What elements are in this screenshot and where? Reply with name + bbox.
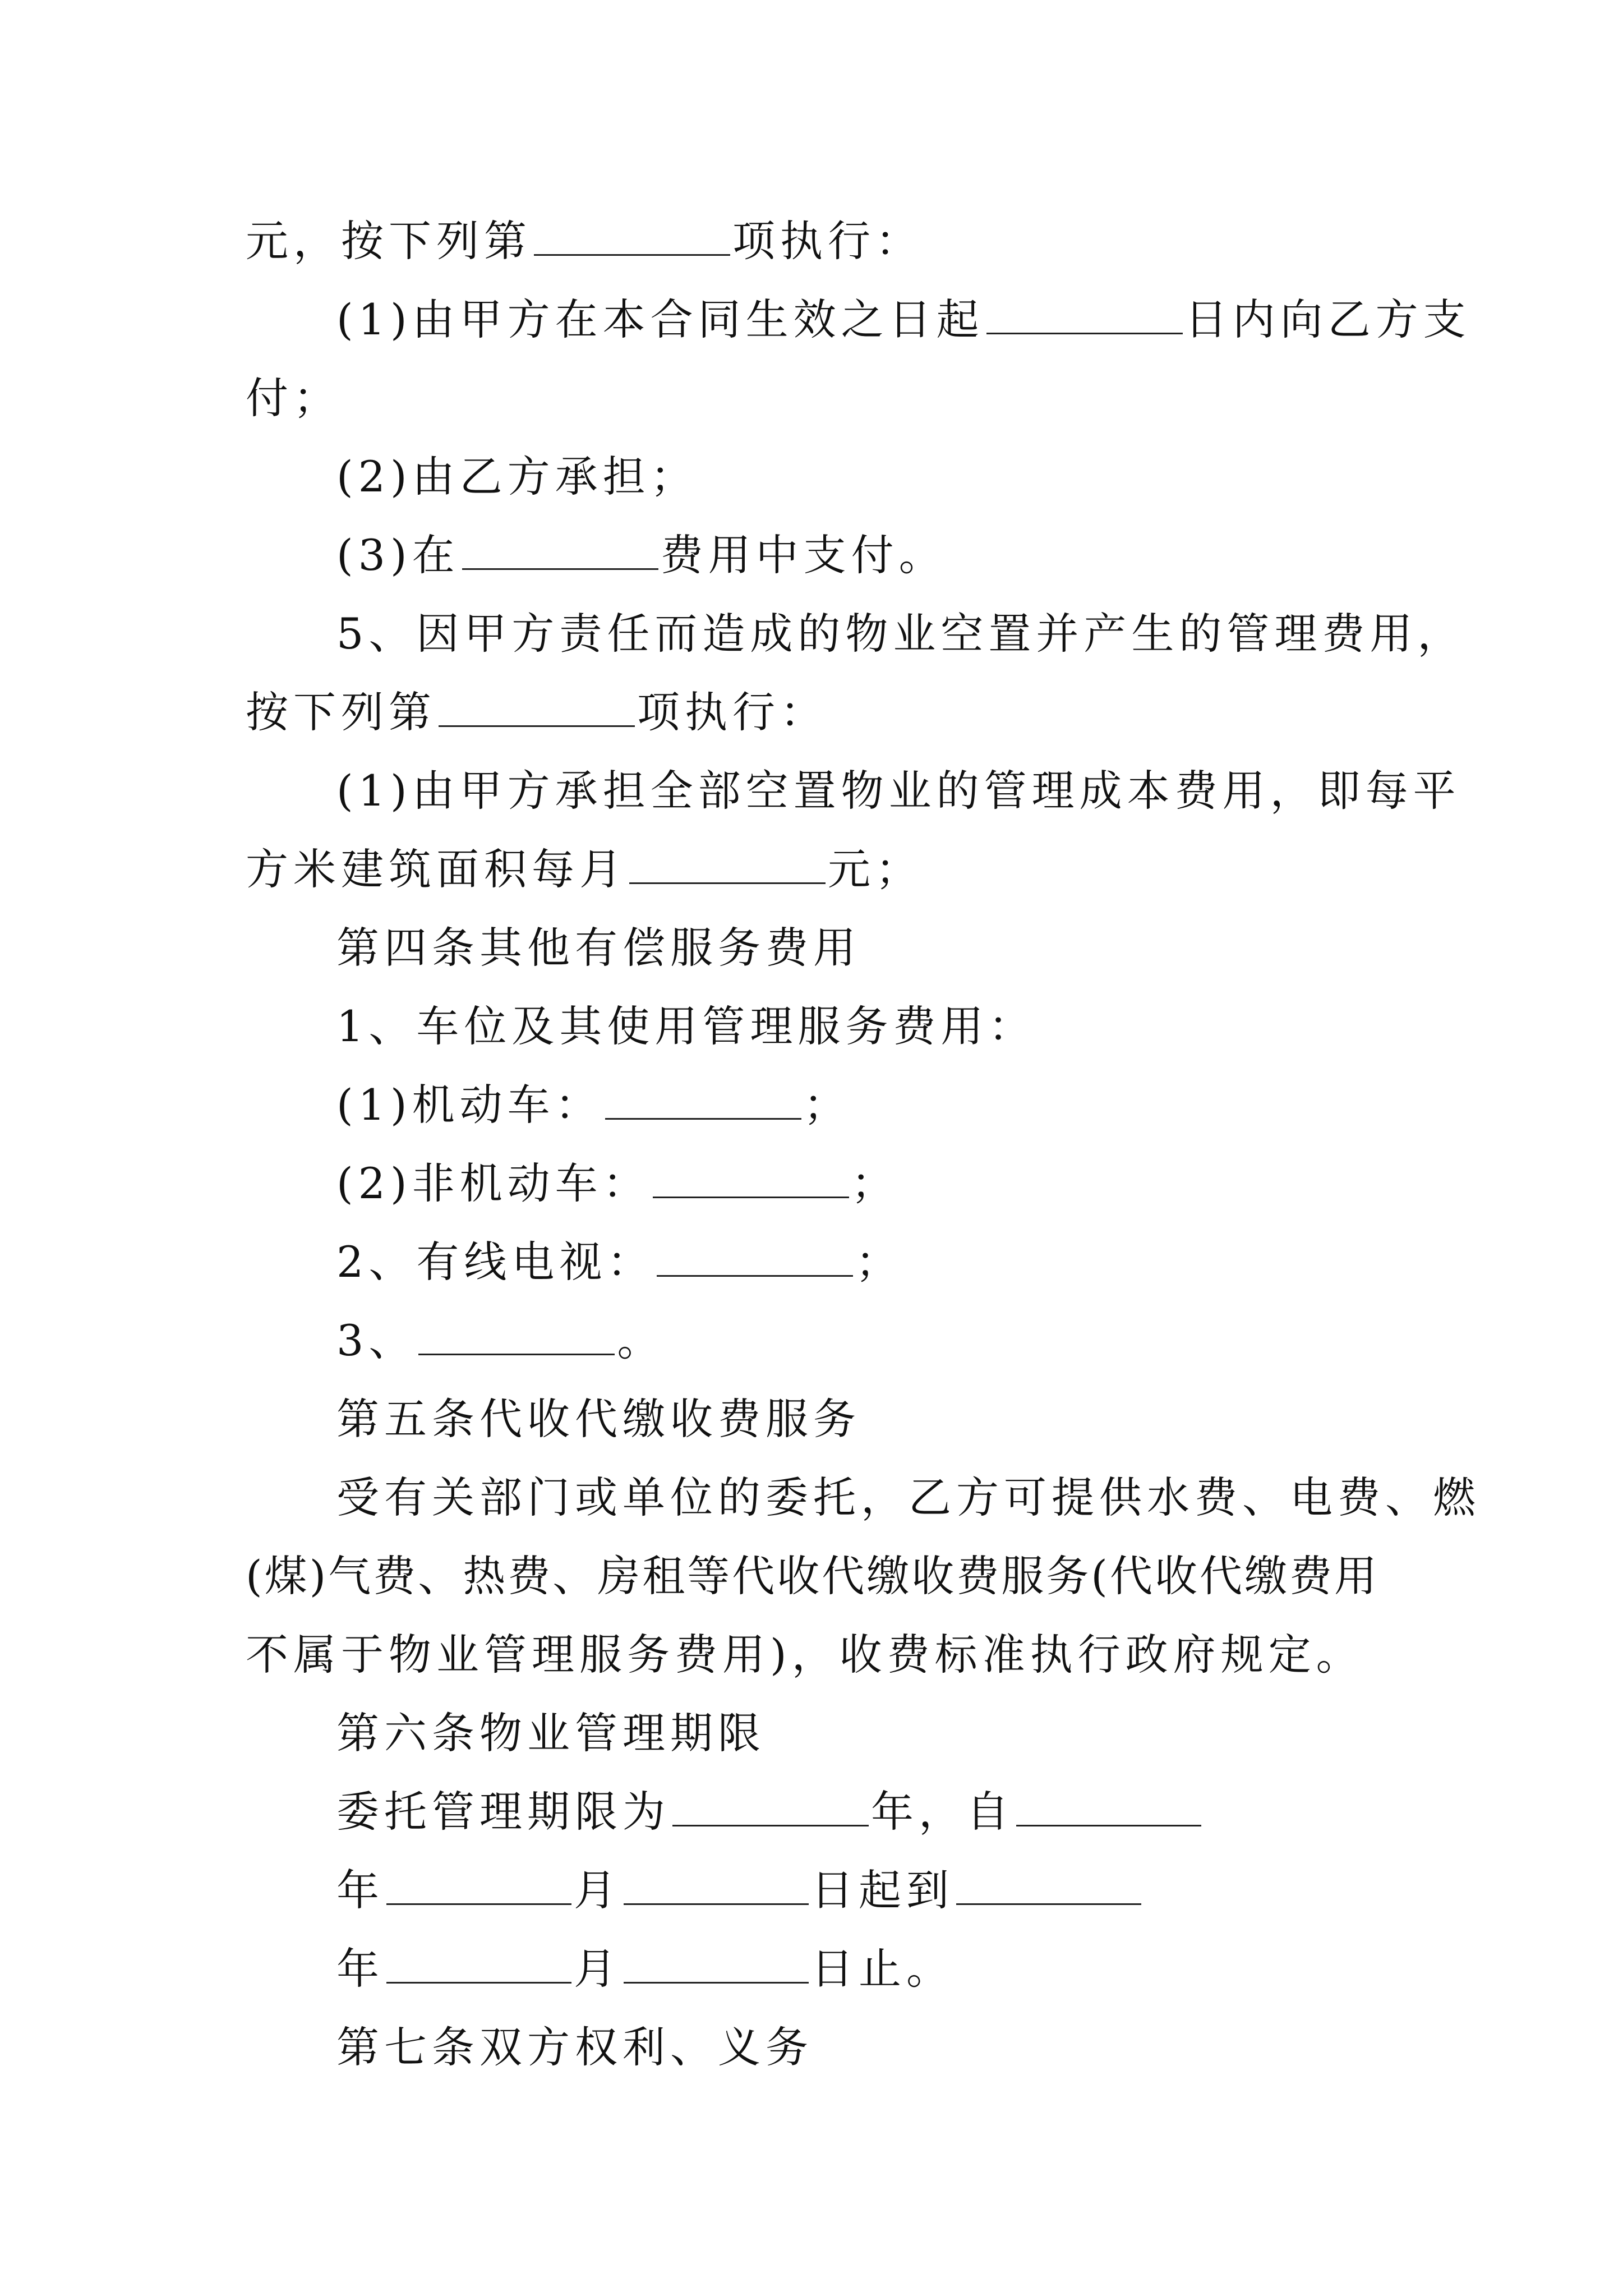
heading-text: 第六条物业管理期限 [336,1708,766,1758]
fill-in-blank [653,1157,849,1198]
text-segment: 月 [574,1944,621,1994]
text-segment: (3)在 [336,530,460,580]
text-segment: (1)由甲方承担全部空置物业的管理成本费用，即每平 [336,766,1461,816]
fill-in-blank [629,843,826,884]
section-heading [336,1391,861,1447]
text-line [336,763,1461,819]
heading-text: 第五条代收代缴收费服务 [336,1394,861,1444]
text-line [246,1627,1364,1683]
text-segment: 年 [336,1944,384,1994]
section-heading [336,1705,766,1761]
text-segment: 元，按下列第 [246,216,532,266]
text-segment: 元； [828,844,923,894]
text-segment: (1)由甲方在本合同生效之日起 [336,295,984,344]
fill-in-blank [386,1864,571,1905]
text-segment: ； [855,1237,903,1287]
fill-in-blank [624,1864,809,1905]
text-segment: 按下列第 [246,687,436,737]
text-line [336,1470,1481,1526]
text-segment: 费用中支付。 [660,530,947,580]
text-segment: 年，自 [871,1787,1014,1837]
text-segment: 付； [246,373,341,423]
text-segment: ； [851,1158,899,1208]
text-segment: 年 [336,1865,384,1915]
text-line [336,606,1465,662]
text-segment: 委托管理期限为 [336,1787,670,1837]
text-segment: (煤)气费、热费、房租等代收代缴收费服务(代收代缴费用 [246,1551,1379,1601]
fill-in-blank [386,1943,571,1984]
fill-in-blank [439,686,635,727]
text-segment: ； [803,1080,851,1130]
fill-in-blank [986,293,1183,334]
text-line [246,370,341,426]
text-segment: 受有关部门或单位的委托，乙方可提供水费、电费、燃 [336,1473,1481,1522]
text-line [336,292,1471,348]
text-line [336,1862,1144,1918]
fill-in-blank [956,1864,1141,1905]
heading-text: 第四条其他有偿服务费用 [336,923,861,973]
text-segment: 项执行： [732,216,923,266]
fill-in-blank [672,1786,869,1826]
text-line [246,213,923,269]
fill-in-blank [605,1079,801,1120]
text-line [336,527,947,583]
text-line [246,1548,1379,1604]
text-line [336,1156,899,1212]
text-segment: 1、车位及其使用管理服务费用： [336,1001,1036,1051]
text-segment: 方米建筑面积每月 [246,844,627,894]
text-line [336,1234,903,1290]
fill-in-blank [1016,1786,1201,1826]
fill-in-blank [462,529,658,570]
text-line [336,1077,851,1133]
text-segment: (1)机动车： [336,1080,603,1130]
text-segment: 月 [574,1865,621,1915]
heading-text: 第七条双方权利、义务 [336,2022,813,2072]
text-segment: 5、因甲方责任而造成的物业空置并产生的管理费用， [336,609,1465,659]
text-line [336,449,698,505]
section-heading [336,2019,813,2076]
text-segment: 日止。 [811,1944,954,1994]
text-line [336,999,1036,1055]
text-line [336,1784,1204,1840]
text-segment: 日内向乙方支 [1184,295,1471,344]
text-segment: 不属于物业管理服务费用)，收费标准执行政府规定。 [246,1630,1364,1680]
fill-in-blank [534,215,730,256]
text-line [246,841,923,898]
text-line [246,684,828,740]
text-segment: (2)非机动车： [336,1158,651,1208]
fill-in-blank [624,1943,809,1984]
text-segment: (2)由乙方承担； [336,452,698,501]
text-segment: 项执行： [637,687,828,737]
text-segment: 3、 [336,1315,417,1365]
text-line [336,1313,665,1369]
text-segment: 2、有线电视： [336,1237,655,1287]
fill-in-blank [657,1236,853,1277]
text-line [336,1941,954,1997]
text-segment: 。 [617,1315,665,1365]
text-segment: 日起到 [811,1865,954,1915]
fill-in-blank [418,1314,615,1355]
section-heading [336,920,861,976]
